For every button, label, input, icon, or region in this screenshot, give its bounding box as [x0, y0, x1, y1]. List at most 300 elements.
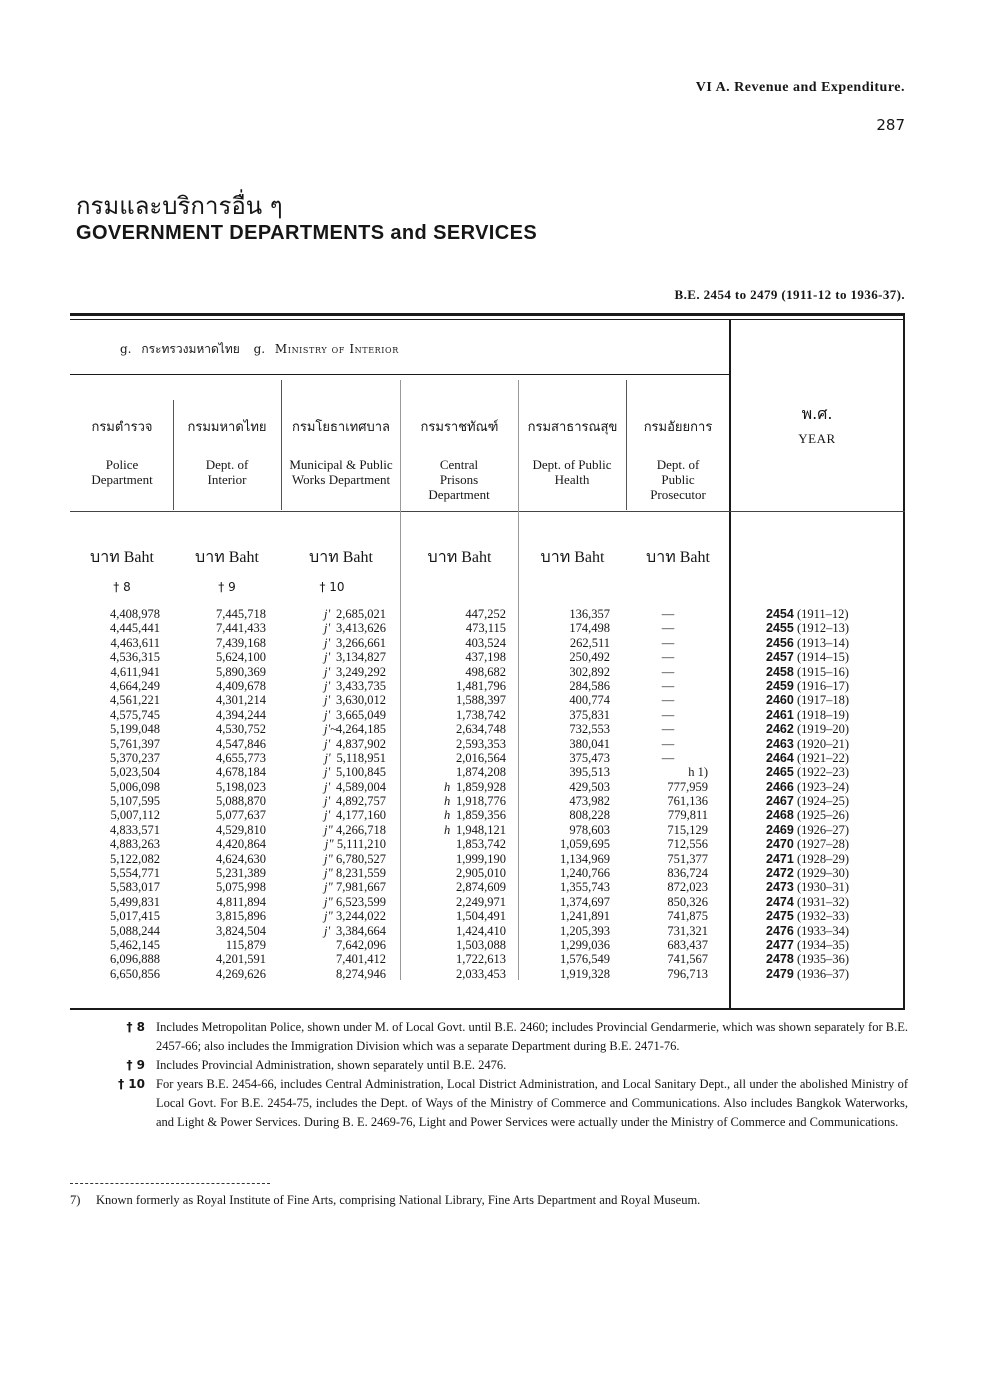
year-be: 2471 — [766, 851, 794, 866]
table-cell — [174, 607, 266, 621]
cell-value: 5,075,998 — [216, 880, 266, 895]
year-be: 2462 — [766, 722, 794, 737]
table-cell — [628, 837, 708, 851]
table-cell — [412, 607, 506, 621]
table-cell — [292, 693, 386, 707]
table-top-rule-thin — [70, 319, 905, 320]
table-cell — [520, 722, 610, 736]
cell-value: 5,023,504 — [110, 765, 160, 780]
cell-value: 375,831 — [569, 707, 610, 722]
table-cell — [520, 967, 610, 981]
year-ad: (1926–27) — [793, 822, 850, 837]
cell-value: 5,017,415 — [110, 909, 160, 924]
year-ad: (1912–13) — [793, 621, 850, 636]
cell-value: 5,499,831 — [110, 894, 160, 909]
table-cell — [628, 751, 708, 765]
cell-value: 4,536,315 — [110, 650, 160, 665]
year-row — [766, 909, 849, 923]
year-be: 2467 — [766, 794, 794, 809]
table-cell — [72, 866, 160, 880]
cell-value: 1,722,613 — [456, 952, 506, 967]
year-be: 2474 — [766, 894, 794, 909]
table-cell — [174, 794, 266, 808]
year-be: 2461 — [766, 707, 794, 722]
table-cell — [520, 852, 610, 866]
table-cell — [72, 952, 160, 966]
table-cell — [72, 607, 160, 621]
cell-value: 761,136 — [667, 794, 708, 809]
cell-mark: h — [444, 794, 451, 809]
cell-value: 5,077,637 — [216, 808, 266, 823]
cell-value: 262,511 — [569, 635, 610, 650]
cell-value: 7,981,667 — [336, 880, 386, 895]
year-ad: (1930–31) — [793, 880, 850, 895]
year-ad: (1913–14) — [793, 635, 850, 650]
table-cell — [628, 693, 708, 707]
cell-value: 5,583,017 — [110, 880, 160, 895]
table-cell — [72, 722, 160, 736]
table-cell — [72, 938, 160, 952]
table-cell — [412, 808, 506, 822]
table-cell — [292, 621, 386, 635]
year-ad: (1919–20) — [793, 722, 850, 737]
table-cell — [628, 665, 708, 679]
table-cell — [174, 621, 266, 635]
cell-value: 284,586 — [569, 678, 610, 693]
cell-value: 5,007,112 — [110, 808, 160, 823]
cell-value: 4,530,752 — [216, 722, 266, 737]
running-head: VI A. Revenue and Expenditure. — [695, 80, 905, 95]
cell-value: 4,177,160 — [336, 808, 386, 823]
cell-value: 1,738,742 — [456, 707, 506, 722]
table-cell — [628, 967, 708, 981]
table-cell — [520, 621, 610, 635]
cell-value: 5,088,870 — [216, 794, 266, 809]
table-cell — [292, 924, 386, 938]
table-cell — [628, 650, 708, 664]
table-cell — [72, 895, 160, 909]
cell-mark: j' — [324, 693, 331, 708]
table-cell — [520, 808, 610, 822]
cell-mark: j' — [324, 794, 331, 809]
table-cell — [292, 737, 386, 751]
year-be: 2458 — [766, 664, 794, 679]
table-cell — [412, 924, 506, 938]
cell-value: 4,837,902 — [336, 736, 386, 751]
cell-value: 3,249,292 — [336, 664, 386, 679]
cell-value: 3,134,827 — [336, 650, 386, 665]
cell-value: — — [661, 736, 675, 751]
table-cell — [520, 650, 610, 664]
cell-value: 302,892 — [569, 664, 610, 679]
year-ad: (1911–12) — [793, 607, 849, 621]
cell-value: 5,231,389 — [216, 866, 266, 881]
cell-value: 741,567 — [667, 952, 708, 967]
table-cell — [412, 722, 506, 736]
cell-mark: j' — [324, 678, 331, 693]
table-cell — [292, 722, 386, 736]
cell-value: 2,685,021 — [336, 607, 386, 621]
table-cell — [72, 837, 160, 851]
cell-value: 4,575,745 — [110, 707, 160, 722]
year-ad: (1914–15) — [793, 650, 850, 665]
year-row — [766, 665, 849, 679]
cell-mark: j' — [324, 707, 331, 722]
table-cell — [292, 837, 386, 851]
cell-value: 1,918,776 — [456, 794, 506, 809]
table-cell — [412, 665, 506, 679]
year-row — [766, 708, 849, 722]
table-cell — [520, 636, 610, 650]
table-cell — [72, 823, 160, 837]
table-cell — [520, 909, 610, 923]
table-cell — [412, 693, 506, 707]
cell-value: 3,630,012 — [336, 693, 386, 708]
footnote-ref-police: † 8 — [113, 580, 131, 594]
table-cell — [412, 780, 506, 794]
column-header-health: กรมสาธารณสุข Dept. of Public Health — [527, 420, 618, 487]
cell-value: 447,252 — [465, 607, 506, 621]
year-row — [766, 866, 849, 880]
table-cell — [520, 924, 610, 938]
cell-value: 712,556 — [667, 837, 708, 852]
cell-value: 6,650,856 — [110, 966, 160, 981]
table-cell — [72, 808, 160, 822]
table-cell — [412, 952, 506, 966]
table-cell — [520, 765, 610, 779]
unit-label: บาท Baht — [646, 549, 710, 566]
table-cell — [174, 866, 266, 880]
table-cell — [520, 837, 610, 851]
table-cell — [628, 780, 708, 794]
cell-value: 2,033,453 — [456, 966, 506, 981]
cell-value: 3,815,896 — [216, 909, 266, 924]
cell-value: 3,266,661 — [336, 635, 386, 650]
year-ad: (1915–16) — [793, 664, 850, 679]
year-ad: (1928–29) — [793, 851, 850, 866]
year-ad: (1925–26) — [793, 808, 850, 823]
table-cell — [292, 952, 386, 966]
cell-value: 7,642,096 — [336, 937, 386, 952]
column-header-police: กรมตำรวจ Police Department — [91, 420, 153, 487]
table-cell — [628, 636, 708, 650]
cell-value: 2,249,971 — [456, 894, 506, 909]
cell-value: 5,006,098 — [110, 779, 160, 794]
cell-value: 779,811 — [667, 808, 708, 823]
unit-label: บาท Baht — [427, 549, 492, 566]
table-cell — [412, 852, 506, 866]
table-cell — [520, 679, 610, 693]
year-row — [766, 737, 849, 751]
page-title-english: GOVERNMENT DEPARTMENTS and SERVICES — [76, 222, 538, 244]
year-ad: (1920–21) — [793, 736, 850, 751]
footnote-8: † 8 Includes Metropolitan Police, shown under M. of Local Govt. until B.E. 2460; includes Provincial Gendarmerie, which was shown separately for B.E. 2457-66; also includes the Immigration Division which was a separate Department during B.E. 2471-76. — [126, 1020, 908, 1053]
table-cell — [520, 823, 610, 837]
cell-value: 777,959 — [667, 779, 708, 794]
unit-label: บาท Baht — [540, 549, 605, 566]
column-header-prisons: กรมราชทัณฑ์ Central Prisons Department — [420, 420, 499, 502]
table-cell — [292, 880, 386, 894]
table-cell — [72, 621, 160, 635]
cell-value: 3,433,735 — [336, 678, 386, 693]
year-row — [766, 808, 849, 822]
table-cell — [412, 866, 506, 880]
cell-value: — — [661, 722, 675, 737]
year-be: 2455 — [766, 621, 794, 636]
footnote-ref-interior: † 9 — [218, 580, 236, 594]
cell-value: 751,377 — [667, 851, 708, 866]
year-row — [766, 952, 849, 966]
column-municipal-values — [292, 607, 386, 981]
cell-value: 7,439,168 — [216, 635, 266, 650]
column-prisons-values — [412, 607, 506, 981]
table-cell — [628, 823, 708, 837]
table-cell — [174, 693, 266, 707]
cell-value: 395,513 — [569, 765, 610, 780]
cell-mark: j' — [324, 750, 331, 765]
year-row — [766, 650, 849, 664]
year-ad: (1916–17) — [793, 678, 850, 693]
year-be: 2478 — [766, 952, 794, 967]
cell-value: 4,624,630 — [216, 851, 266, 866]
year-be: 2463 — [766, 736, 794, 751]
year-row — [766, 765, 849, 779]
table-cell — [174, 823, 266, 837]
unit-label: บาท Baht — [195, 549, 259, 566]
cell-mark: j" — [324, 822, 333, 837]
table-cell — [628, 765, 708, 779]
cell-value: 400,774 — [569, 693, 610, 708]
unit-label: บาท Baht — [309, 549, 373, 566]
table-cell — [520, 794, 610, 808]
table-cell — [174, 967, 266, 981]
table-cell — [628, 621, 708, 635]
table-cell — [520, 866, 610, 880]
table-cell — [628, 866, 708, 880]
section-name-en: Ministry of Interior — [274, 342, 399, 356]
cell-value: — — [661, 650, 675, 665]
cell-mark: j' — [324, 635, 331, 650]
year-ad: (1929–30) — [793, 866, 850, 881]
cell-value: 437,198 — [465, 650, 506, 665]
page-number: 287 — [876, 116, 905, 134]
table-cell — [520, 708, 610, 722]
year-row — [766, 895, 849, 909]
cell-value: 1,481,796 — [456, 678, 506, 693]
section-rule — [70, 374, 730, 375]
year-ad: (1923–24) — [793, 779, 850, 794]
cell-value: — — [661, 750, 675, 765]
cell-value: 5,761,397 — [110, 736, 160, 751]
table-cell — [72, 794, 160, 808]
cell-value: 4,201,591 — [216, 952, 266, 967]
year-ad: (1927–28) — [793, 837, 850, 852]
cell-value: 5,107,595 — [110, 794, 160, 809]
cell-value: — — [661, 693, 675, 708]
cell-value: 403,524 — [465, 635, 506, 650]
year-be: 2466 — [766, 779, 794, 794]
table-cell — [292, 909, 386, 923]
cell-value: 1,504,491 — [456, 909, 506, 924]
cell-value: 4,463,611 — [110, 635, 160, 650]
year-be: 2459 — [766, 678, 794, 693]
cell-mark: j' — [324, 765, 331, 780]
year-row — [766, 880, 849, 894]
note-separator — [70, 1183, 270, 1184]
cell-value: 1,853,742 — [456, 837, 506, 852]
cell-value: 5,122,082 — [110, 851, 160, 866]
year-be: 2464 — [766, 750, 794, 765]
table-cell — [292, 938, 386, 952]
cell-mark: j'~ — [324, 722, 337, 737]
cell-value: 1,859,928 — [456, 779, 506, 794]
cell-value: 115,879 — [225, 937, 266, 952]
cell-value: 5,462,145 — [110, 937, 160, 952]
cell-value: 1,948,121 — [456, 822, 506, 837]
table-cell — [174, 837, 266, 851]
year-be: 2477 — [766, 937, 794, 952]
cell-value: 5,890,369 — [216, 664, 266, 679]
table-cell — [292, 895, 386, 909]
year-be: 2470 — [766, 837, 794, 852]
table-cell — [412, 967, 506, 981]
table-cell — [292, 679, 386, 693]
cell-value: 4,420,864 — [216, 837, 266, 852]
date-range: B.E. 2454 to 2479 (1911-12 to 1936-37). — [674, 287, 905, 302]
table-cell — [174, 938, 266, 952]
table-cell — [412, 837, 506, 851]
cell-value: 683,437 — [667, 937, 708, 952]
cell-value: 7,401,412 — [336, 952, 386, 967]
section-heading — [120, 340, 399, 359]
table-cell — [628, 794, 708, 808]
table-cell — [174, 650, 266, 664]
table-cell — [628, 708, 708, 722]
table-cell — [174, 722, 266, 736]
year-row — [766, 794, 849, 808]
table-cell — [174, 679, 266, 693]
table-cell — [628, 938, 708, 952]
year-be: 2465 — [766, 765, 794, 780]
cell-value: 808,228 — [569, 808, 610, 823]
table-cell — [174, 909, 266, 923]
cell-value: 4,529,810 — [216, 822, 266, 837]
table-cell — [174, 924, 266, 938]
table-cell — [520, 693, 610, 707]
table-cell — [628, 607, 708, 621]
table-cell — [628, 808, 708, 822]
table-cell — [174, 808, 266, 822]
cell-value: 4,445,441 — [110, 621, 160, 636]
cell-value: 4,611,941 — [110, 664, 160, 679]
cell-value: 741,875 — [667, 909, 708, 924]
column-year-values — [766, 607, 849, 981]
table-cell — [174, 780, 266, 794]
table-cell — [628, 880, 708, 894]
table-cell — [520, 880, 610, 894]
cell-value: 836,724 — [667, 866, 708, 881]
cell-value: 3,824,504 — [216, 923, 266, 938]
cell-value: 1,588,397 — [456, 693, 506, 708]
table-cell — [412, 708, 506, 722]
year-ad: (1921–22) — [793, 750, 850, 765]
cell-value: — — [661, 621, 675, 636]
table-cell — [174, 708, 266, 722]
footnotes — [100, 1018, 908, 1132]
year-row — [766, 780, 849, 794]
table-cell — [412, 823, 506, 837]
cell-mark: h — [444, 779, 451, 794]
column-police-values — [72, 607, 160, 981]
table-cell — [72, 737, 160, 751]
cell-value: 4,678,184 — [216, 765, 266, 780]
year-ad: (1917–18) — [793, 693, 850, 708]
table-bottom-rule — [70, 1008, 905, 1010]
table-cell — [292, 765, 386, 779]
cell-value: 174,498 — [569, 621, 610, 636]
cell-value: 4,394,244 — [216, 707, 266, 722]
cell-value: 1,374,697 — [560, 894, 610, 909]
year-be: 2454 — [766, 607, 794, 621]
cell-value: 4,664,249 — [110, 678, 160, 693]
table-cell — [72, 636, 160, 650]
cell-value: 3,384,664 — [336, 923, 386, 938]
year-be: 2479 — [766, 966, 794, 981]
cell-mark: j' — [324, 779, 331, 794]
table-cell — [628, 952, 708, 966]
cell-value: 872,023 — [667, 880, 708, 895]
cell-mark: h — [444, 822, 451, 837]
table-cell — [412, 909, 506, 923]
cell-value: 4,301,214 — [216, 693, 266, 708]
cell-value: 1,919,328 — [560, 966, 610, 981]
cell-value: 8,274,946 — [336, 966, 386, 981]
cell-value: 4,883,263 — [110, 837, 160, 852]
cell-value: 2,905,010 — [456, 866, 506, 881]
table-cell — [174, 737, 266, 751]
year-be: 2473 — [766, 880, 794, 895]
table-cell — [412, 765, 506, 779]
table-cell — [292, 708, 386, 722]
cell-value: 7,445,718 — [216, 607, 266, 621]
cell-value: — — [661, 664, 675, 679]
year-row — [766, 607, 849, 621]
table-cell — [174, 751, 266, 765]
year-row — [766, 823, 849, 837]
table-cell — [72, 650, 160, 664]
cell-value: 4,264,185 — [336, 722, 386, 737]
table-cell — [72, 852, 160, 866]
year-row — [766, 621, 849, 635]
table-cell — [292, 794, 386, 808]
cell-value: 5,111,210 — [336, 837, 386, 852]
table-cell — [72, 679, 160, 693]
cell-value: 1,059,695 — [560, 837, 610, 852]
cell-value: 473,115 — [465, 621, 506, 636]
cell-value: — — [661, 607, 675, 621]
cell-value: — — [661, 678, 675, 693]
cell-value: 473,982 — [569, 794, 610, 809]
cell-value: 732,553 — [569, 722, 610, 737]
table-cell — [72, 967, 160, 981]
table-cell — [292, 607, 386, 621]
cell-value: 5,198,023 — [216, 779, 266, 794]
cell-value: 4,811,894 — [216, 894, 266, 909]
table-cell — [292, 751, 386, 765]
cell-value: — — [661, 707, 675, 722]
year-row — [766, 837, 849, 851]
cell-value: 796,713 — [667, 966, 708, 981]
